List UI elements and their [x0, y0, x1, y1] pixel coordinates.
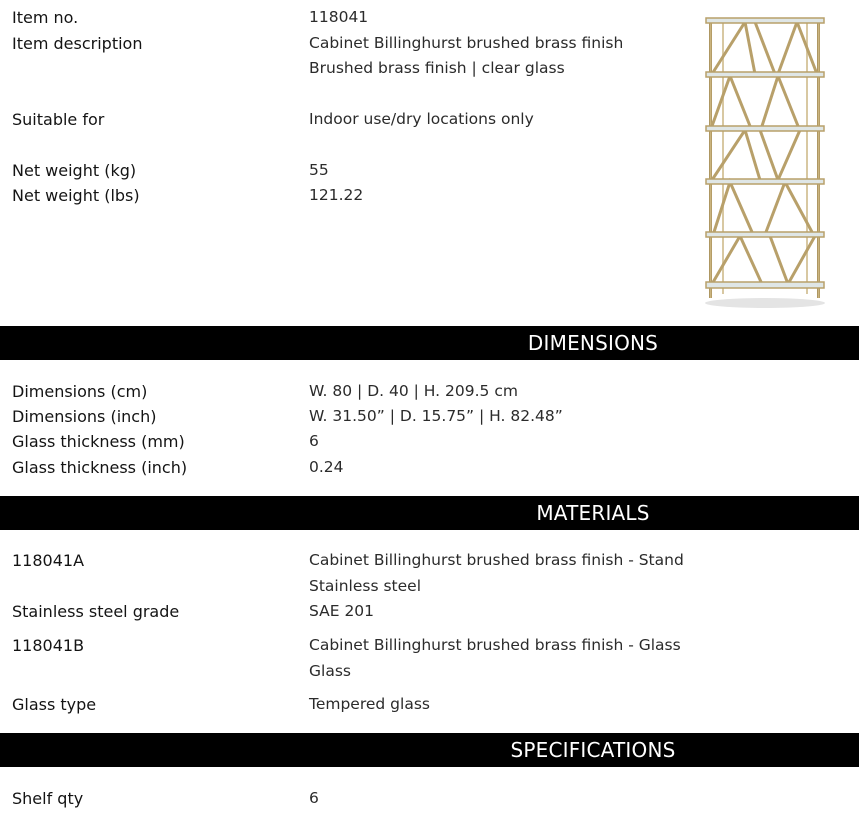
- material-b-code: 118041B: [12, 636, 85, 655]
- dimensions-inch-value: W. 31.50” | D. 15.75” | H. 82.48”: [309, 407, 563, 425]
- product-image: [700, 14, 830, 310]
- materials-header: [0, 496, 859, 530]
- glass-type-value: Tempered glass: [309, 695, 430, 713]
- material-b-line1: Cabinet Billinghurst brushed brass finish - Glass: [309, 636, 681, 654]
- item-description-line2: Brushed brass finish | clear glass: [309, 59, 565, 77]
- dimensions-inch-label: Dimensions (inch): [12, 407, 157, 426]
- net-weight-kg-label: Net weight (kg): [12, 161, 137, 180]
- item-no-value: 118041: [309, 8, 369, 26]
- dimensions-cm-value: W. 80 | D. 40 | H. 209.5 cm: [309, 382, 518, 400]
- suitable-for-label: Suitable for: [12, 110, 105, 129]
- dimensions-header: [0, 326, 859, 360]
- item-no-label: Item no.: [12, 8, 79, 27]
- material-a-line1: Cabinet Billinghurst brushed brass finish - Stand: [309, 551, 684, 569]
- specifications-header: [0, 733, 859, 767]
- dimensions-cm-label: Dimensions (cm): [12, 382, 148, 401]
- glass-thickness-inch-label: Glass thickness (inch): [12, 458, 188, 477]
- shelf-qty-value: 6: [309, 789, 319, 807]
- glass-type-label: Glass type: [12, 695, 97, 714]
- steel-grade-label: Stainless steel grade: [12, 602, 180, 621]
- material-a-line2: Stainless steel: [309, 577, 421, 595]
- glass-thickness-mm-value: 6: [309, 432, 319, 450]
- glass-thickness-inch-value: 0.24: [309, 458, 344, 476]
- net-weight-kg-value: 55: [309, 161, 329, 179]
- shelf-qty-label: Shelf qty: [12, 789, 84, 808]
- item-description-label: Item description: [12, 34, 143, 53]
- net-weight-lbs-label: Net weight (lbs): [12, 186, 140, 205]
- specifications-heading: SPECIFICATIONS: [510, 738, 676, 762]
- net-weight-lbs-value: 121.22: [309, 186, 364, 204]
- suitable-for-value: Indoor use/dry locations only: [309, 110, 534, 128]
- materials-heading: MATERIALS: [536, 501, 650, 525]
- dimensions-heading: DIMENSIONS: [527, 331, 659, 355]
- material-b-line2: Glass: [309, 662, 351, 680]
- material-a-code: 118041A: [12, 551, 85, 570]
- item-description-line1: Cabinet Billinghurst brushed brass finish: [309, 34, 624, 52]
- glass-thickness-mm-label: Glass thickness (mm): [12, 432, 185, 451]
- steel-grade-value: SAE 201: [309, 602, 375, 620]
